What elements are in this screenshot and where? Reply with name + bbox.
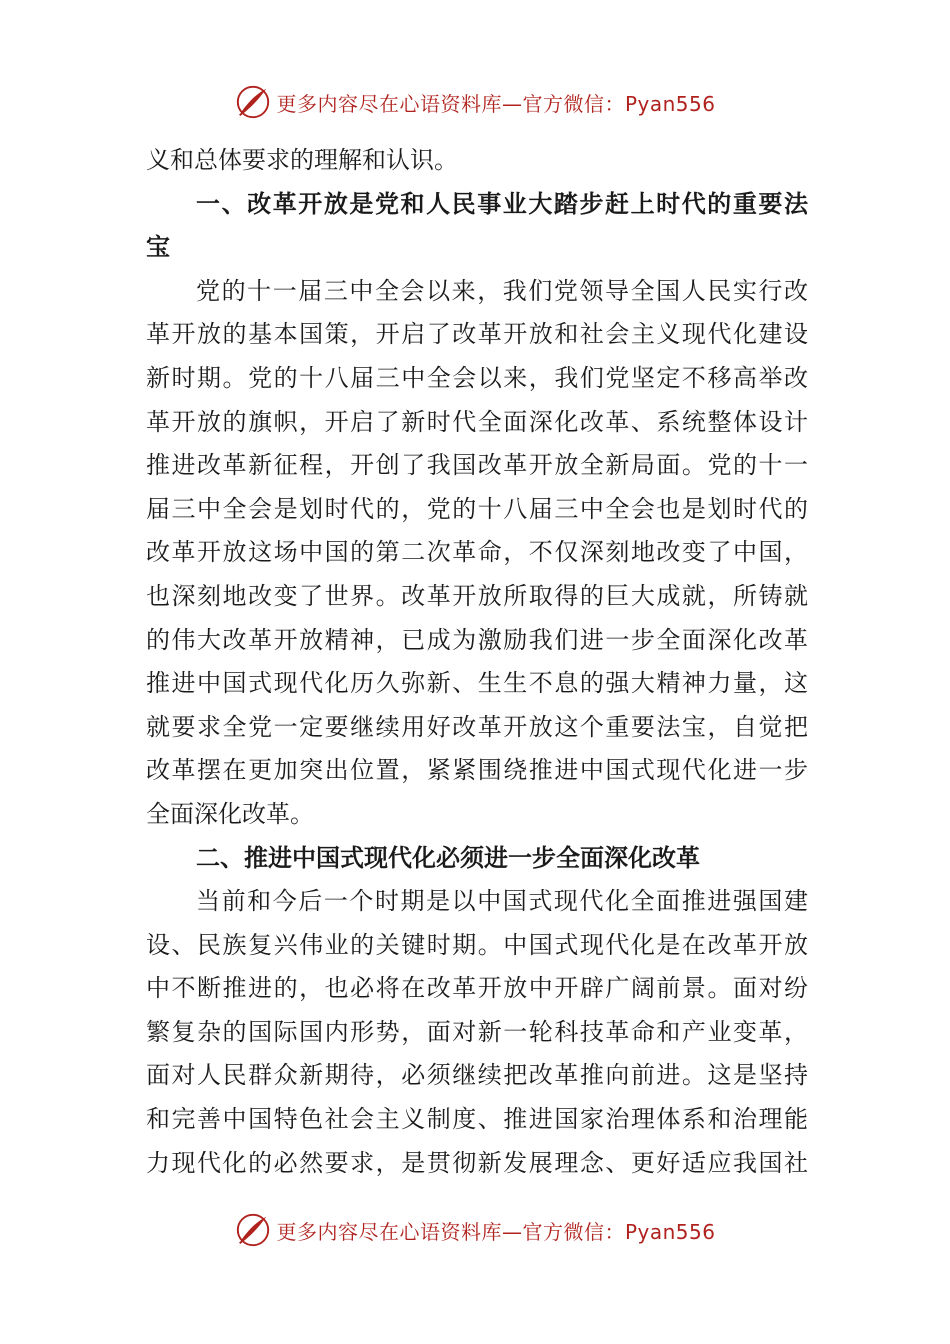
paragraph-line: 和完善中国特色社会主义制度、推进国家治理体系和治理能 [146, 1105, 808, 1134]
paragraph-line: 推进中国式现代化历久弥新、生生不息的强大精神力量，这 [146, 669, 808, 698]
paragraph-line: 全面深化改革。 [146, 799, 314, 828]
paragraph-line: 繁复杂的国际国内形势，面对新一轮科技革命和产业变革， [146, 1017, 808, 1046]
paragraph-line: 届三中全会是划时代的，党的十八届三中全会也是划时代的 [146, 494, 808, 523]
document-body [146, 139, 808, 1185]
paragraph-line: 中不断推进的，也必将在改革开放中开辟广阔前景。面对纷 [146, 974, 808, 1003]
footer-banner-text: 更多内容尽在心语资料库—官方微信：Pyan556 [276, 1219, 716, 1244]
paragraph-line: 义和总体要求的理解和认识。 [146, 146, 458, 174]
paragraph-line: 面对人民群众新期待，必须继续把改革推向前进。这是坚持 [146, 1061, 808, 1090]
footer-banner [0, 1210, 950, 1250]
quill-logo-icon [234, 83, 272, 121]
paragraph-line: 设、民族复兴伟业的关键时期。中国式现代化是在改革开放 [146, 930, 808, 959]
paragraph-line: 改革开放这场中国的第二次革命，不仅深刻地改变了中国， [146, 538, 808, 567]
paragraph-line: 革开放的旗帜，开启了新时代全面深化改革、系统整体设计 [146, 407, 808, 436]
paragraph-line: 新时期。党的十八届三中全会以来，我们党坚定不移高举改 [146, 363, 808, 392]
section-heading-1-cont: 宝 [146, 233, 170, 262]
paragraph-line: 党的十一届三中全会以来，我们党领导全国人民实行改 [196, 276, 808, 305]
header-banner [0, 82, 950, 122]
paragraph-line: 革开放的基本国策，开启了改革开放和社会主义现代化建设 [146, 320, 808, 349]
section-heading-1: 一、改革开放是党和人民事业大踏步赶上时代的重要法 [196, 189, 808, 218]
paragraph-line: 就要求全党一定要继续用好改革开放这个重要法宝，自觉把 [146, 712, 808, 741]
paragraph-line: 也深刻地改变了世界。改革开放所取得的巨大成就，所铸就 [146, 581, 808, 610]
paragraph-line: 改革摆在更加突出位置，紧紧围绕推进中国式现代化进一步 [146, 756, 808, 785]
paragraph-line: 推进改革新征程，开创了我国改革开放全新局面。党的十一 [146, 451, 808, 480]
paragraph-line: 力现代化的必然要求，是贯彻新发展理念、更好适应我国社 [146, 1148, 808, 1177]
paragraph-line: 当前和今后一个时期是以中国式现代化全面推进强国建 [196, 887, 808, 916]
paragraph-line: 的伟大改革开放精神，已成为激励我们进一步全面深化改革 [146, 625, 808, 654]
quill-logo-icon [234, 1211, 272, 1249]
header-banner-text: 更多内容尽在心语资料库—官方微信：Pyan556 [276, 91, 716, 116]
section-heading-2: 二、推进中国式现代化必须进一步全面深化改革 [196, 843, 700, 872]
